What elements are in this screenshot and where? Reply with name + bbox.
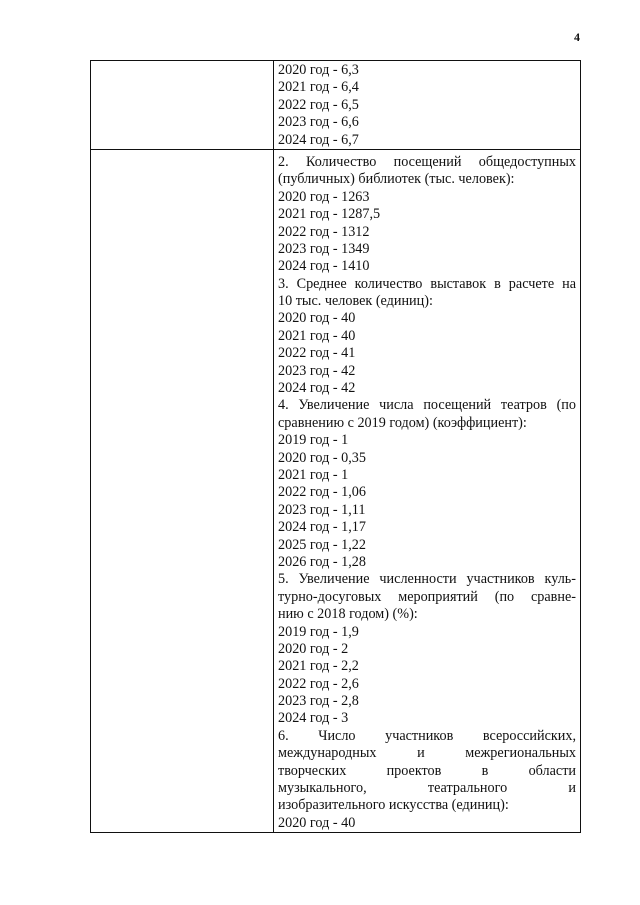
indicator-6-title: музыкального, театрального и (278, 780, 576, 797)
value-line: 2021 год - 2,2 (278, 658, 359, 675)
value-line: 2021 год - 1287,5 (278, 206, 381, 223)
value-line: 2026 год - 1,28 (278, 553, 366, 570)
value-line: 2020 год - 6,3 (278, 62, 359, 78)
cell-content (274, 150, 580, 832)
value-line: 2025 год - 1,22 (278, 536, 366, 553)
value-line: 2020 год - 40 (278, 814, 356, 831)
value-line: 2021 год - 1 (278, 466, 349, 483)
cell-content (274, 61, 580, 149)
value-line: 2022 год - 1,06 (278, 484, 366, 501)
indicator-6-title: творческих проектов в области (278, 762, 576, 779)
value-line: 2023 год - 1,11 (278, 501, 366, 518)
indicators-table (90, 60, 581, 833)
value-line: 2021 год - 6,4 (278, 79, 359, 96)
table-row (91, 149, 581, 832)
value-line: 2020 год - 0,35 (278, 449, 366, 466)
value-line: 2019 год - 1 (278, 432, 349, 449)
value-line: 2022 год - 2,6 (278, 675, 359, 692)
indicator-4-title: 4. Увеличение числа посещений театров (по (278, 397, 576, 414)
indicator-2-title: 2. Количество посещений общедоступных (278, 153, 576, 170)
indicator-5-title: турно-досуговых мероприятий (по сравне- (278, 588, 576, 605)
value-line: 2024 год - 6,7 (278, 131, 359, 148)
value-line: 2022 год - 41 (278, 345, 356, 362)
value-line: 2020 год - 40 (278, 310, 356, 327)
indicator-4-title: сравнению с 2019 годом) (коэффициент): (278, 414, 527, 431)
value-line: 2024 год - 42 (278, 380, 356, 397)
value-line: 2023 год - 42 (278, 362, 356, 379)
indicator-5-title: 5. Увеличение численности участников куль- (278, 571, 576, 588)
value-line: 2023 год - 1349 (278, 240, 370, 257)
value-line: 2022 год - 1312 (278, 223, 370, 240)
value-line: 2024 год - 1410 (278, 258, 370, 275)
indicator-3-title: 10 тыс. человек (единиц): (278, 293, 433, 310)
value-line: 2024 год - 1,17 (278, 519, 366, 536)
page-number: 4 (574, 30, 580, 44)
value-line: 2020 год - 2 (278, 640, 349, 657)
right-cell (274, 149, 581, 832)
value-line: 2023 год - 2,8 (278, 693, 359, 710)
indicator-5-title: нию с 2018 годом) (%): (278, 606, 418, 623)
table-row (91, 61, 581, 150)
right-cell (274, 61, 581, 150)
value-line: 2022 год - 6,5 (278, 96, 359, 113)
left-cell (91, 149, 274, 832)
indicator-3-title: 3. Среднее количество выставок в расчете на (278, 275, 576, 292)
value-line: 2024 год - 3 (278, 710, 349, 727)
value-line: 2023 год - 6,6 (278, 114, 359, 131)
left-cell (91, 61, 274, 150)
value-line: 2020 год - 1263 (278, 188, 370, 205)
indicator-6-title: изобразительного искусства (единиц): (278, 797, 509, 814)
indicator-6-title: 6. Число участников всероссийских, (278, 727, 576, 744)
indicator-6-title: международных и межрегиональных (278, 745, 576, 762)
value-line: 2021 год - 40 (278, 327, 356, 344)
indicator-2-title: (публичных) библиотек (тыс. человек): (278, 171, 515, 188)
value-line: 2019 год - 1,9 (278, 623, 359, 640)
